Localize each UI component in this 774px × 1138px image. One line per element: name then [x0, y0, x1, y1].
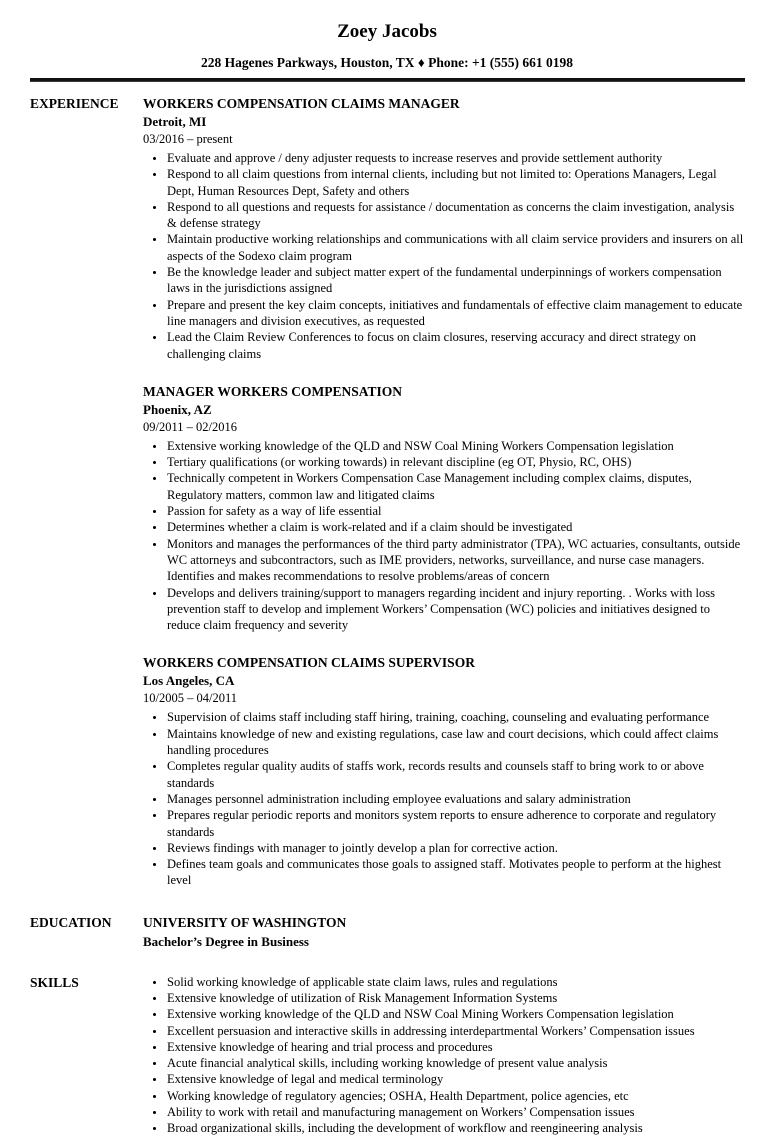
job-dates: 03/2016 – present — [143, 132, 233, 146]
job-location: Los Angeles, CA — [143, 673, 235, 689]
bullet-item: • Monitors and manages the performances of the third party administrator (TPA), WC actuaries, consultants, outside WC attorneys and subcontractors, such as IME providers, networks, surveillance, and nurse case managers. Identifies and makes recommendations to resolve problems/areas of concern — [166, 536, 746, 585]
bullet-item: • Extensive working knowledge of the QLD and NSW Coal Mining Workers Compensation legislation — [166, 438, 746, 454]
bullet-item: • Defines team goals and communicates those goals to assigned staff. Motivates people to perform at the highest level — [166, 856, 746, 889]
bullet-item: • Reviews findings with manager to jointly develop a plan for corrective action. — [166, 840, 746, 856]
job-title: WORKERS COMPENSATION CLAIMS SUPERVISOR — [143, 655, 475, 671]
job-dates: 09/2011 – 02/2016 — [143, 419, 237, 434]
job-location: Detroit, MI — [143, 114, 207, 129]
bullet-item: • Prepares regular periodic reports and monitors system reports to ensure adherence to corporate and regulatory standards — [166, 807, 746, 840]
section-label-experience: EXPERIENCE — [30, 96, 119, 111]
person-name: Zoey Jacobs — [337, 21, 437, 42]
bullet-item: • Excellent persuasion and interactive skills in addressing interdepartmental Workers’ Compensation issues — [166, 1023, 746, 1039]
job-title: WORKERS COMPENSATION CLAIMS MANAGER — [143, 96, 460, 111]
section-education — [30, 914, 746, 950]
bullet-item: • Passion for safety as a way of life essential — [166, 503, 746, 519]
section-skills — [30, 974, 746, 1137]
bullet-item: • Extensive knowledge of legal and medical terminology — [166, 1071, 746, 1087]
skills-content — [143, 974, 746, 1137]
bullet-item: • Technically competent in Workers Compensation Case Management including complex claims, disputes, Regulatory matters, common law and litigated claims — [166, 470, 746, 503]
bullet-item: • Acute financial analytical skills, including working knowledge of present value analysis — [166, 1055, 746, 1071]
bullet-item: • Extensive working knowledge of the QLD and NSW Coal Mining Workers Compensation legislation — [166, 1006, 746, 1022]
bullet-item: • Supervision of claims staff including staff hiring, training, coaching, counseling and evaluating performance — [166, 709, 746, 725]
contact-line: 228 Hagenes Parkways, Houston, TX ♦ Phone: +1 (555) 661 0198 — [200, 55, 574, 70]
experience-content — [143, 95, 746, 889]
section-experience — [30, 95, 746, 889]
bullet-item: • Be the knowledge leader and subject matter expert of the fundamental underpinnings of workers compensation laws in the jurisdictions assigned — [166, 264, 746, 297]
school-name: UNIVERSITY OF WASHINGTON — [143, 914, 347, 930]
job-dates: 10/2005 – 04/2011 — [143, 691, 237, 706]
job-entry — [143, 95, 746, 362]
bullet-item: • Evaluate and approve / deny adjuster requests to increase reserves and provide settlement authority — [166, 150, 746, 166]
education-content — [143, 914, 746, 950]
bullet-item: • Develops and delivers training/support to managers regarding incident and injury reporting. . Works with loss prevention staff to develop and implement Workers’ Compensation (WC) policies and initiatives designed to reduce claim frequency and severity — [166, 585, 746, 634]
bullet-item: • Maintains knowledge of new and existing regulations, case law and court decisions, which could affect claims handling procedures — [166, 726, 746, 759]
job-bullet-list — [143, 709, 746, 888]
job-bullet-list — [143, 150, 746, 362]
document-header — [0, 0, 774, 82]
bullet-item: • Working knowledge of regulatory agencies; OSHA, Health Department, police agencies, etc — [166, 1088, 746, 1104]
bullet-item: • Maintain productive working relationships and communications with all claim service providers and insurers on all aspects of the Sodexo claim program — [166, 231, 746, 264]
bullet-item: • Ability to work with retail and manufacturing management on Workers’ Compensation issues — [166, 1104, 746, 1120]
bullet-item: • Extensive knowledge of hearing and trial process and procedures — [166, 1039, 746, 1055]
section-label-education: EDUCATION — [30, 914, 112, 930]
header-divider — [30, 78, 745, 82]
job-location: Phoenix, AZ — [143, 401, 212, 417]
bullet-item: • Tertiary qualifications (or working towards) in relevant discipline (eg OT, Physio, RC, OHS) — [166, 454, 746, 470]
bullet-item: • Broad organizational skills, including the development of workflow and reengineering analysis — [166, 1120, 746, 1136]
bullet-item: • Determines whether a claim is work-related and if a claim should be investigated — [166, 519, 746, 535]
bullet-item: • Solid working knowledge of applicable state claim laws, rules and regulations — [166, 974, 746, 990]
job-entry — [143, 654, 746, 888]
job-entry — [143, 383, 746, 634]
degree: Bachelor’s Degree in Business — [143, 933, 309, 949]
bullet-item: • Manages personnel administration including employee evaluations and salary administration — [166, 791, 746, 807]
section-label-skills: SKILLS — [30, 974, 79, 990]
job-bullet-list — [143, 438, 746, 634]
bullet-item: • Lead the Claim Review Conferences to focus on claim closures, reserving accuracy and direct strategy on challenging claims — [166, 329, 746, 362]
bullet-item: • Prepare and present the key claim concepts, initiatives and fundamentals of effective claim management to educate line managers and division executives, as requested — [166, 297, 746, 330]
skills-bullet-list — [143, 974, 746, 1137]
bullet-item: • Completes regular quality audits of staffs work, records results and counsels staff to bring work to or above standards — [166, 758, 746, 791]
bullet-item: • Extensive knowledge of utilization of Risk Management Information Systems — [166, 990, 746, 1006]
bullet-item: • Respond to all claim questions from internal clients, including but not limited to: Operations Managers, Legal Dept, Human Resources Dept, Safety and others — [166, 166, 746, 199]
job-title: MANAGER WORKERS COMPENSATION — [143, 383, 403, 399]
bullet-item: • Respond to all questions and requests for assistance / documentation as concerns the claim investigation, analysis & defense strategy — [166, 199, 746, 232]
